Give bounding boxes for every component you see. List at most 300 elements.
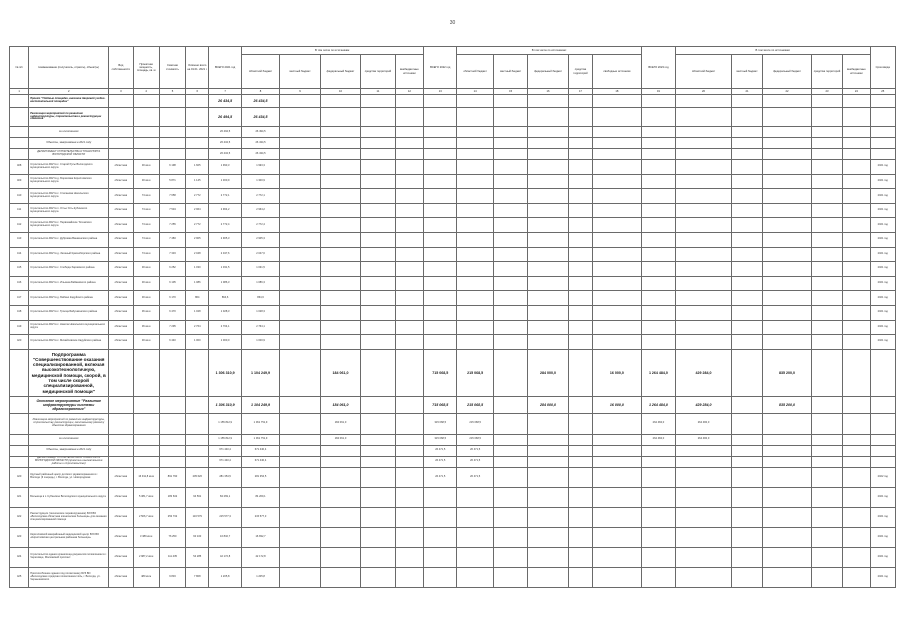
header-2023-other: внебюджетные источники: [843, 55, 870, 89]
row-value: [528, 138, 568, 149]
row-value: [395, 413, 423, 434]
row-ownership: областная: [109, 507, 133, 527]
row-value: [641, 547, 675, 567]
header-2023-regional: областной бюджет: [676, 55, 732, 89]
row-name: Больница в с. Кубенское Вологодского муниципального округа: [29, 487, 109, 507]
row-cost: [159, 396, 185, 413]
row-value: [593, 160, 642, 175]
table-row: [10, 547, 896, 567]
header-2022-territories: средства территорий: [568, 55, 592, 89]
row-value: [320, 174, 360, 189]
row-value: [593, 149, 642, 160]
row-number: [10, 456, 29, 467]
row-value: [457, 189, 493, 204]
row-value: [811, 189, 842, 204]
table-row: [10, 247, 896, 262]
row-capacity: 30 кв.м: [133, 335, 159, 350]
row-value: [731, 527, 762, 547]
row-value: [676, 291, 732, 306]
row-value: [843, 127, 870, 138]
row-value: [528, 487, 568, 507]
row-name: Строительство ФАП в д. Зеленый Красноборского района: [29, 247, 109, 262]
row-value: [320, 232, 360, 247]
row-value: [424, 189, 457, 204]
row-value: [568, 305, 592, 320]
row-value: [731, 413, 762, 434]
row-value: [568, 434, 592, 445]
row-value: [493, 247, 527, 262]
row-value: [361, 174, 395, 189]
row-value: [763, 108, 812, 127]
header-2021-other: внебюджетные источники: [395, 55, 423, 89]
row-name: Строительство ФАП в д. Борисовка Кирилловского муниципального округа: [29, 174, 109, 189]
row-value: [843, 189, 870, 204]
row-value: 715 068,5: [424, 396, 457, 413]
row-value: 26 434,5: [241, 95, 279, 108]
row-value: [568, 218, 592, 233]
row-value: [320, 507, 360, 527]
row-value: [493, 108, 527, 127]
row-value: [493, 456, 527, 467]
row-value: [493, 434, 527, 445]
row-value: [811, 567, 842, 587]
row-value: [528, 218, 568, 233]
table-row: [10, 138, 896, 149]
row-value: [320, 445, 360, 456]
row-value: [676, 507, 732, 527]
row-value: [493, 335, 527, 350]
row-value: [568, 291, 592, 306]
row-value: 84 269,1: [209, 487, 241, 507]
row-value: [811, 160, 842, 175]
row-value: [568, 138, 592, 149]
row-value: [361, 291, 395, 306]
row-value: [811, 138, 842, 149]
row-value: [641, 138, 675, 149]
row-value: [731, 149, 762, 160]
row-number: 414: [10, 247, 29, 262]
row-value: 16 832,7: [241, 527, 279, 547]
row-value: [395, 445, 423, 456]
row-value: [361, 108, 395, 127]
row-capacity: 74 кв.м: [133, 189, 159, 204]
row-value: [731, 138, 762, 149]
row-value: [843, 335, 870, 350]
row-cost: [159, 149, 185, 160]
row-value: [361, 335, 395, 350]
row-number: [10, 396, 29, 413]
row-value: [395, 247, 423, 262]
row-name: Строительство ФАП в с. Михайловское Кадуйского района: [29, 335, 109, 350]
row-number: [10, 149, 29, 160]
row-value: [676, 547, 732, 567]
row-financed: [186, 396, 209, 413]
row-deadline: 2021 год: [870, 507, 895, 527]
row-name: Строительство ФАП в с. Слобода Харовского района: [29, 262, 109, 277]
row-value: [843, 413, 870, 434]
row-cost: 6 170: [159, 291, 185, 306]
row-deadline: 2021 год: [870, 276, 895, 291]
row-value: [361, 445, 395, 456]
row-ownership: областная: [109, 335, 133, 350]
row-value: [641, 291, 675, 306]
row-name: Кирилловский межрайонный медицинский центр БУЗ ВО «Кирилловская центральная районная больница»: [29, 527, 109, 547]
row-value: [731, 467, 762, 487]
column-number: 3: [109, 89, 133, 95]
row-value: [361, 413, 395, 434]
row-value: [843, 456, 870, 467]
row-value: [641, 276, 675, 291]
row-deadline: [870, 127, 895, 138]
row-cost: 9 833: [159, 567, 185, 587]
row-value: [676, 467, 732, 487]
row-number: 415: [10, 262, 29, 277]
row-value: 215 577,3: [241, 507, 279, 527]
row-value: [843, 547, 870, 567]
row-number: 409: [10, 174, 29, 189]
page-number: 30: [449, 20, 456, 26]
row-value: [320, 467, 360, 487]
row-value: [731, 108, 762, 127]
row-ownership: областная: [109, 487, 133, 507]
row-value: [493, 218, 527, 233]
row-cost: 6 252: [159, 262, 185, 277]
row-value: [568, 189, 592, 204]
column-number: 23: [811, 89, 842, 95]
row-value: [424, 305, 457, 320]
row-value: [731, 456, 762, 467]
row-value: [843, 434, 870, 445]
row-value: 1 306 310,9: [209, 396, 241, 413]
column-number: 4: [133, 89, 159, 95]
row-value: [320, 547, 360, 567]
row-value: [280, 547, 320, 567]
row-financed: [186, 349, 209, 396]
row-value: [593, 247, 642, 262]
row-value: [676, 127, 732, 138]
row-value: [493, 276, 527, 291]
row-value: [361, 547, 395, 567]
row-number: 411: [10, 203, 29, 218]
row-value: [528, 434, 568, 445]
header-2022-federal: федеральный бюджет: [528, 55, 568, 89]
row-value: [395, 232, 423, 247]
row-value: [395, 149, 423, 160]
row-value: 281 354,5: [209, 467, 241, 487]
row-value: [457, 547, 493, 567]
row-value: [593, 174, 642, 189]
row-value: [731, 291, 762, 306]
row-deadline: 2021 год: [870, 305, 895, 320]
row-deadline: [870, 108, 895, 127]
row-value: [493, 547, 527, 567]
row-value: [493, 189, 527, 204]
row-value: [731, 487, 762, 507]
row-value: [395, 218, 423, 233]
row-value: [457, 232, 493, 247]
header-2023-local: местный бюджет: [731, 55, 762, 89]
row-value: [280, 335, 320, 350]
row-value: 2 772,1: [241, 189, 279, 204]
row-value: [361, 305, 395, 320]
row-number: 418: [10, 305, 29, 320]
column-number: 25: [870, 89, 895, 95]
row-value: 1 086,3: [209, 276, 241, 291]
row-value: [568, 487, 592, 507]
row-ownership: областная: [109, 305, 133, 320]
row-value: [424, 203, 457, 218]
row-value: [843, 527, 870, 547]
row-value: [641, 189, 675, 204]
row-value: 26 434,5: [209, 95, 241, 108]
table-row: [10, 413, 896, 434]
row-value: [528, 507, 568, 527]
row-value: [843, 467, 870, 487]
row-number: 425: [10, 567, 29, 587]
row-capacity: 30 кв.м: [133, 174, 159, 189]
row-value: 2 772,1: [209, 189, 241, 204]
row-value: [763, 434, 812, 445]
row-value: [843, 320, 870, 335]
row-value: [320, 305, 360, 320]
row-value: [593, 218, 642, 233]
row-value: [361, 527, 395, 547]
row-value: 284 000,0: [528, 396, 568, 413]
row-value: [593, 413, 642, 434]
row-value: [493, 149, 527, 160]
row-value: [763, 95, 812, 108]
row-value: 671 440,4: [209, 456, 241, 467]
row-cost: [159, 108, 185, 127]
row-value: [528, 445, 568, 456]
row-ownership: [109, 138, 133, 149]
row-value: 1 104 249,9: [241, 349, 279, 396]
row-value: [843, 149, 870, 160]
row-name: за исключением: [29, 434, 109, 445]
row-value: [731, 547, 762, 567]
row-value: 284 000,0: [528, 349, 568, 396]
row-value: [493, 160, 527, 175]
row-value: [731, 127, 762, 138]
row-value: [280, 445, 320, 456]
row-value: [641, 174, 675, 189]
row-deadline: [870, 349, 895, 396]
row-name: Строительство ФАП в с. Первомайское Тотемского муниципального округа: [29, 218, 109, 233]
column-number: 6: [186, 89, 209, 95]
row-value: [568, 127, 592, 138]
row-value: [424, 547, 457, 567]
row-value: [593, 262, 642, 277]
row-value: 2 764,1: [209, 320, 241, 335]
row-value: [731, 396, 762, 413]
table-row: [10, 160, 896, 175]
column-number: 16: [528, 89, 568, 95]
row-value: 1 104 249,9: [241, 396, 279, 413]
row-number: 420: [10, 467, 29, 487]
row-value: [763, 507, 812, 527]
row-value: [811, 203, 842, 218]
row-value: 2 764,1: [241, 320, 279, 335]
row-value: [676, 320, 732, 335]
row-value: [361, 247, 395, 262]
row-value: 215 577,3: [209, 507, 241, 527]
row-value: 184 061,0: [320, 396, 360, 413]
row-number: 420: [10, 335, 29, 350]
row-value: [457, 149, 493, 160]
row-ownership: областная: [109, 218, 133, 233]
row-ownership: [109, 456, 133, 467]
row-value: 1 264 484,0: [641, 349, 675, 396]
row-value: [395, 138, 423, 149]
row-value: [568, 335, 592, 350]
row-financed: 2 048: [186, 247, 209, 262]
header-group-2021: В том числе по источникам:: [241, 47, 423, 55]
row-value: 84 269,1: [241, 487, 279, 507]
row-value: [528, 413, 568, 434]
row-value: [361, 232, 395, 247]
row-ownership: [109, 127, 133, 138]
row-financed: 54 285: [186, 547, 209, 567]
row-value: [424, 218, 457, 233]
row-capacity: [133, 149, 159, 160]
header-financed: Освоено всего на 01.01. 2021 г.: [186, 47, 209, 89]
column-number: 19: [641, 89, 675, 95]
row-value: [568, 456, 592, 467]
row-value: [280, 218, 320, 233]
row-value: [395, 203, 423, 218]
row-value: [320, 218, 360, 233]
header-2023-federal: федеральный бюджет: [763, 55, 812, 89]
row-value: [731, 567, 762, 587]
row-value: [568, 247, 592, 262]
row-value: [457, 262, 493, 277]
row-number: 410: [10, 189, 29, 204]
row-ownership: областная: [109, 567, 133, 587]
row-cost: 253 732: [159, 507, 185, 527]
row-value: [811, 547, 842, 567]
row-value: [528, 547, 568, 567]
row-ownership: областная: [109, 262, 133, 277]
row-value: 215 068,5: [457, 396, 493, 413]
row-number: 412: [10, 218, 29, 233]
table-row: [10, 203, 896, 218]
row-value: [528, 95, 568, 108]
column-number: 17: [568, 89, 592, 95]
row-value: [493, 127, 527, 138]
row-value: [320, 247, 360, 262]
row-value: [528, 456, 568, 467]
row-deadline: [870, 434, 895, 445]
row-value: 26 471,5: [424, 445, 457, 456]
row-value: 26 434,5: [241, 149, 279, 160]
row-capacity: 16 911,8 кв.м: [133, 467, 159, 487]
row-value: [593, 95, 642, 108]
row-value: 2 047,6: [209, 247, 241, 262]
row-financed: 2 772: [186, 189, 209, 204]
header-row-1: [10, 47, 896, 55]
row-value: [280, 127, 320, 138]
row-value: [280, 305, 320, 320]
row-value: [641, 507, 675, 527]
header-group-2022: В том числе по источникам:: [457, 47, 641, 55]
table-row: [10, 276, 896, 291]
row-value: 16 000,0: [593, 396, 642, 413]
row-value: [493, 232, 527, 247]
row-financed: 94 561: [186, 487, 209, 507]
header-group-2023: В том числе по источникам:: [676, 47, 870, 55]
row-value: [568, 149, 592, 160]
row-value: [361, 456, 395, 467]
row-value: [395, 160, 423, 175]
row-value: [811, 434, 842, 445]
row-financed: [186, 95, 209, 108]
row-capacity: 2 987,2 кв.м: [133, 547, 159, 567]
row-value: [395, 127, 423, 138]
row-value: [280, 138, 320, 149]
row-value: [843, 276, 870, 291]
row-value: [811, 467, 842, 487]
row-cost: [159, 349, 185, 396]
row-value: [361, 203, 395, 218]
row-cost: 891 790: [159, 467, 185, 487]
row-number: 424: [10, 547, 29, 567]
row-value: 2 772,4: [209, 218, 241, 233]
row-value: [763, 567, 812, 587]
row-value: [811, 262, 842, 277]
row-value: [424, 335, 457, 350]
row-value: 1 061 751,9: [241, 434, 279, 445]
row-value: [763, 203, 812, 218]
row-value: [593, 445, 642, 456]
row-cost: [159, 456, 185, 467]
row-value: [763, 413, 812, 434]
row-financed: 2 905: [186, 232, 209, 247]
column-number: 10: [320, 89, 360, 95]
row-value: 281 354,5: [241, 467, 279, 487]
row-value: [528, 291, 568, 306]
row-value: 184 061,0: [320, 434, 360, 445]
row-value: [424, 567, 457, 587]
row-value: [568, 507, 592, 527]
row-cost: [159, 413, 185, 434]
row-value: [763, 305, 812, 320]
row-number: [10, 95, 29, 108]
row-value: 26 471,5: [457, 445, 493, 456]
row-ownership: областная: [109, 189, 133, 204]
row-capacity: [133, 138, 159, 149]
row-value: [424, 149, 457, 160]
column-number: 9: [280, 89, 320, 95]
header-total-2021: ВСЕГО 2021 год: [209, 47, 241, 89]
row-value: [593, 232, 642, 247]
row-value: 264 484,0: [676, 434, 732, 445]
row-value: [811, 335, 842, 350]
row-value: [280, 276, 320, 291]
row-value: [457, 320, 493, 335]
row-cost: [159, 127, 185, 138]
row-capacity: 74 кв.м: [133, 232, 159, 247]
row-value: [763, 247, 812, 262]
row-capacity: 30 кв.м: [133, 262, 159, 277]
table-row: [10, 189, 896, 204]
row-value: [763, 487, 812, 507]
column-number: 21: [731, 89, 762, 95]
row-value: [811, 174, 842, 189]
row-value: [731, 95, 762, 108]
row-value: 26 434,5: [241, 108, 279, 127]
row-value: [361, 276, 395, 291]
row-ownership: областная: [109, 160, 133, 175]
